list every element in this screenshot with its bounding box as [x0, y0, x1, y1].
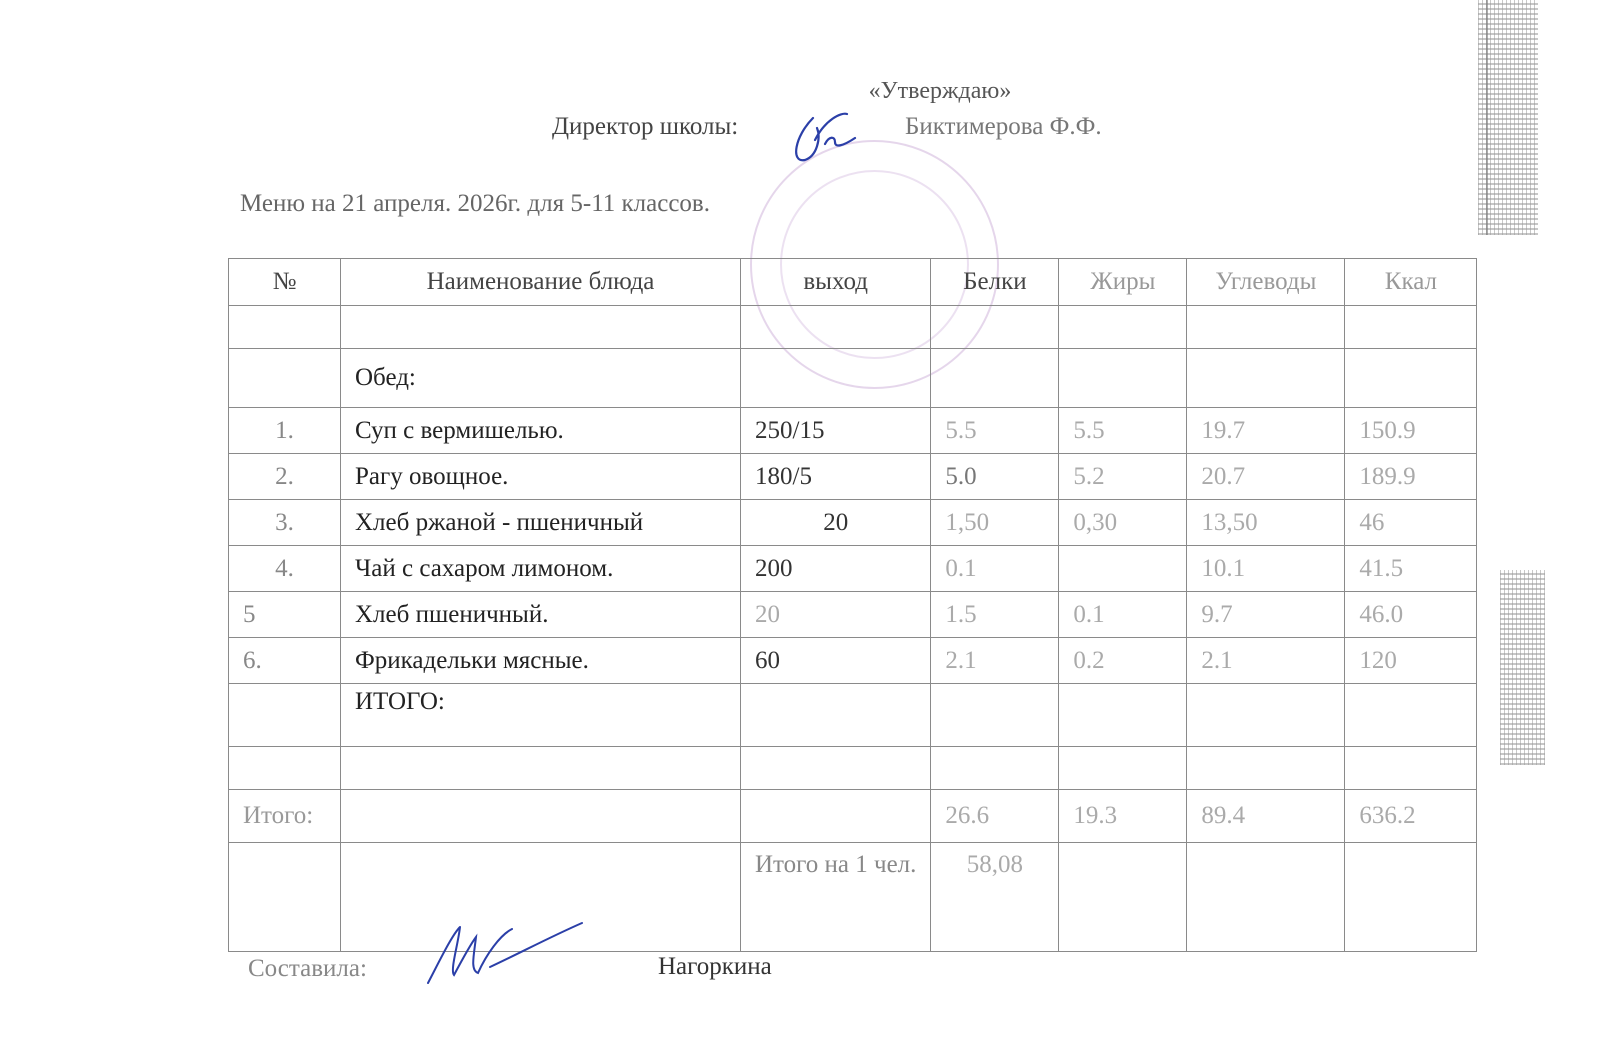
table-row — [229, 638, 1477, 684]
total-label: Итого: — [229, 790, 341, 843]
compiled-by-label: Составила: — [248, 955, 367, 982]
section-label: Обед: — [341, 349, 741, 408]
table-row — [229, 454, 1477, 500]
header-carbs: Углеводы — [1187, 259, 1345, 306]
row-kcal: 41.5 — [1345, 546, 1477, 592]
table-row — [229, 408, 1477, 454]
row-carbs: 19.7 — [1187, 408, 1345, 454]
row-protein: 5.5 — [931, 408, 1059, 454]
row-kcal: 150.9 — [1345, 408, 1477, 454]
row-number: 3. — [229, 500, 341, 546]
menu-table — [228, 258, 1477, 952]
row-kcal: 189.9 — [1345, 454, 1477, 500]
itogo-upper-label: ИТОГО: — [341, 684, 741, 747]
row-dish-name: Рагу овощное. — [341, 454, 741, 500]
table-row — [229, 546, 1477, 592]
row-number: 4. — [229, 546, 341, 592]
total-kcal: 636.2 — [1345, 790, 1477, 843]
row-number: 2. — [229, 454, 341, 500]
director-signature — [785, 108, 865, 168]
row-number: 5 — [229, 592, 341, 638]
row-output: 20 — [741, 500, 931, 546]
row-dish-name: Чай с сахаром лимоном. — [341, 546, 741, 592]
header-output: выход — [741, 259, 931, 306]
row-kcal: 120 — [1345, 638, 1477, 684]
header-kcal: Ккал — [1345, 259, 1477, 306]
compiler-signature — [420, 915, 590, 990]
row-carbs: 10.1 — [1187, 546, 1345, 592]
row-dish-name: Хлеб ржаной - пшеничный — [341, 500, 741, 546]
table-blank-row — [229, 747, 1477, 790]
row-protein: 2.1 — [931, 638, 1059, 684]
total-row — [229, 790, 1477, 843]
director-label: Директор школы: — [552, 113, 739, 140]
row-output: 250/15 — [741, 408, 931, 454]
row-output: 180/5 — [741, 454, 931, 500]
scan-edge-artifact-lower — [1500, 570, 1545, 765]
table-blank-row — [229, 306, 1477, 349]
itogo-upper-row — [229, 684, 1477, 747]
header-number: № — [229, 259, 341, 306]
row-dish-name: Суп с вермишелью. — [341, 408, 741, 454]
header-protein: Белки — [931, 259, 1059, 306]
row-carbs: 13,50 — [1187, 500, 1345, 546]
per-person-value: 58,08 — [931, 843, 1059, 952]
section-row — [229, 349, 1477, 408]
director-name: Биктимерова Ф.Ф. — [905, 113, 1102, 140]
row-carbs: 9.7 — [1187, 592, 1345, 638]
total-protein: 26.6 — [931, 790, 1059, 843]
row-kcal: 46.0 — [1345, 592, 1477, 638]
row-dish-name: Хлеб пшеничный. — [341, 592, 741, 638]
row-fat: 0.2 — [1059, 638, 1187, 684]
row-protein: 1.5 — [931, 592, 1059, 638]
row-fat — [1059, 546, 1187, 592]
row-output: 20 — [741, 592, 931, 638]
table-row — [229, 500, 1477, 546]
table-row — [229, 592, 1477, 638]
total-carbs: 89.4 — [1187, 790, 1345, 843]
compiled-by-name: Нагоркина — [658, 953, 772, 980]
row-fat: 0,30 — [1059, 500, 1187, 546]
row-carbs: 2.1 — [1187, 638, 1345, 684]
row-output: 60 — [741, 638, 931, 684]
row-dish-name: Фрикадельки мясные. — [341, 638, 741, 684]
row-fat: 5.5 — [1059, 408, 1187, 454]
row-protein: 5.0 — [931, 454, 1059, 500]
header-dish-name: Наименование блюда — [341, 259, 741, 306]
row-fat: 5.2 — [1059, 454, 1187, 500]
row-number: 6. — [229, 638, 341, 684]
menu-title: Меню на 21 апреля. 2026г. для 5-11 классов. — [240, 190, 710, 217]
row-protein: 0.1 — [931, 546, 1059, 592]
total-fat: 19.3 — [1059, 790, 1187, 843]
row-number: 1. — [229, 408, 341, 454]
row-protein: 1,50 — [931, 500, 1059, 546]
row-kcal: 46 — [1345, 500, 1477, 546]
scan-edge-line — [1486, 0, 1488, 235]
row-carbs: 20.7 — [1187, 454, 1345, 500]
row-output: 200 — [741, 546, 931, 592]
row-fat: 0.1 — [1059, 592, 1187, 638]
approval-heading: «Утверждаю» — [868, 78, 1012, 104]
per-person-row — [229, 843, 1477, 952]
header-fat: Жиры — [1059, 259, 1187, 306]
table-header-row — [229, 259, 1477, 306]
per-person-label: Итого на 1 чел. — [741, 843, 931, 952]
